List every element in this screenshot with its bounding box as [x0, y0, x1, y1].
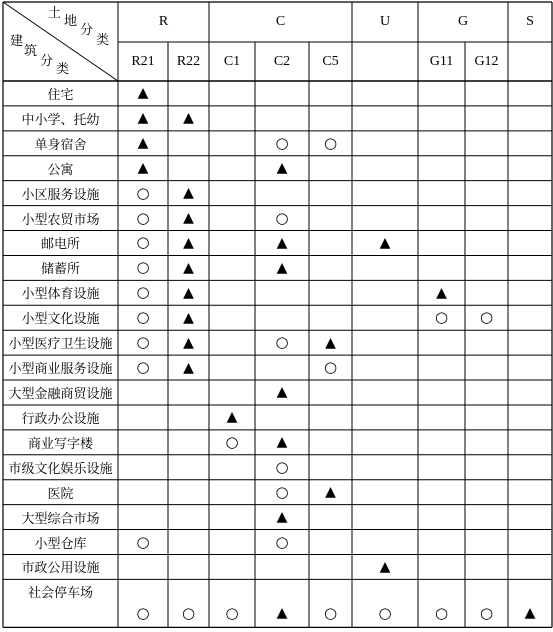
row-label: 邮电所: [40, 237, 80, 253]
secondary-mark: ○: [275, 482, 289, 501]
subcol-header: G12: [474, 53, 499, 69]
subcol-header: R21: [131, 53, 155, 69]
secondary-mark: ○: [323, 133, 338, 152]
secondary-mark: ○: [136, 603, 150, 622]
row-label: 小型文化设施: [21, 312, 100, 328]
primary-mark: ▲: [183, 309, 194, 326]
secondary-mark: ○: [275, 333, 289, 352]
row-label: 社会停车场: [27, 585, 93, 601]
subcol-header: [352, 42, 418, 81]
subcol-header: C1: [223, 53, 241, 69]
secondary-mark: ○: [136, 532, 150, 551]
corner-land-category-char: 土: [48, 6, 62, 21]
group-header-s: S: [526, 14, 534, 29]
row-label: 大型金融商贸设施: [8, 386, 113, 402]
group-header-g: G: [457, 14, 469, 29]
row-label: 小型农贸市场: [21, 212, 100, 228]
corner-building-category-char: 筑: [24, 44, 38, 59]
row-label: 小型商业服务设施: [8, 362, 113, 378]
row-label: 小型仓库: [34, 536, 87, 552]
corner-building-category-char: 建: [10, 34, 24, 49]
primary-mark: ▲: [183, 334, 194, 351]
subcol-header: C5: [322, 53, 339, 69]
primary-mark: ▲: [137, 85, 149, 102]
subcol-header: C2: [273, 53, 291, 69]
secondary-mark: ○: [275, 457, 289, 476]
primary-mark: ▲: [379, 558, 391, 575]
primary-mark: ▲: [276, 259, 288, 276]
primary-mark: ▲: [325, 484, 336, 501]
row-label: 储蓄所: [40, 262, 80, 278]
primary-mark: ▲: [276, 434, 288, 451]
secondary-mark: ○: [275, 133, 289, 152]
corner-building-category-char: 分: [40, 54, 54, 69]
row-label: 单身宿舍: [34, 137, 87, 153]
primary-mark: ▲: [276, 509, 288, 526]
row-label: 市级文化娱乐设施: [8, 461, 113, 477]
primary-mark: ▲: [137, 135, 149, 152]
secondary-mark: ○: [136, 333, 150, 352]
row-label: 医院: [47, 486, 74, 502]
corner-land-category-char: 地: [64, 14, 78, 29]
secondary-mark: ○: [434, 603, 449, 622]
secondary-mark: ○: [136, 258, 150, 277]
secondary-mark: ○: [136, 283, 150, 302]
corner-land-category-char: 类: [96, 33, 110, 48]
group-header-r: R: [158, 14, 169, 29]
row-label: 行政办公设施: [21, 411, 100, 427]
primary-mark: ▲: [226, 409, 238, 426]
row-label: 小型体育设施: [21, 287, 100, 303]
secondary-mark: ○: [479, 308, 494, 327]
subcol-header: [508, 42, 552, 81]
secondary-mark: ○: [136, 358, 150, 377]
primary-mark: ▲: [379, 234, 391, 251]
secondary-mark: ○: [275, 208, 289, 227]
primary-mark: ▲: [183, 185, 194, 202]
primary-mark: ▲: [183, 210, 194, 227]
primary-mark: ▲: [325, 334, 336, 351]
subcol-header: R22: [176, 53, 201, 69]
primary-mark: ▲: [276, 605, 288, 622]
secondary-mark: ○: [181, 603, 196, 622]
group-header-c: C: [275, 14, 286, 29]
row-label: 市政公用设施: [21, 561, 100, 577]
primary-mark: ▲: [183, 234, 194, 251]
primary-mark: ▲: [137, 110, 149, 127]
secondary-mark: ○: [323, 603, 338, 622]
secondary-mark: ○: [479, 603, 494, 622]
row-label: 中小学、托幼: [21, 112, 100, 128]
row-label: 公寓: [47, 162, 74, 178]
subcol-header: G11: [429, 53, 454, 69]
row-label: 商业写字楼: [27, 436, 93, 452]
row-label: 小型医疗卫生设施: [8, 337, 113, 353]
primary-mark: ▲: [183, 359, 194, 376]
primary-mark: ▲: [276, 384, 288, 401]
secondary-mark: ○: [378, 603, 392, 622]
primary-mark: ▲: [276, 160, 288, 177]
corner-land-category-char: 分: [80, 23, 94, 38]
primary-mark: ▲: [436, 284, 447, 301]
secondary-mark: ○: [136, 233, 150, 252]
primary-mark: ▲: [524, 605, 536, 622]
secondary-mark: ○: [323, 358, 338, 377]
corner-building-category-char: 类: [56, 62, 70, 77]
primary-mark: ▲: [183, 284, 194, 301]
primary-mark: ▲: [183, 110, 194, 127]
group-header-u: U: [379, 14, 391, 29]
row-label: 住宅: [47, 87, 74, 103]
primary-mark: ▲: [276, 234, 288, 251]
row-label: 小区服务设施: [21, 187, 100, 203]
primary-mark: ▲: [183, 259, 194, 276]
secondary-mark: ○: [136, 308, 150, 327]
row-label: 大型综合市场: [21, 511, 100, 527]
secondary-mark: ○: [136, 208, 150, 227]
secondary-mark: ○: [225, 603, 239, 622]
secondary-mark: ○: [275, 532, 289, 551]
secondary-mark: ○: [225, 432, 239, 451]
secondary-mark: ○: [136, 183, 150, 202]
primary-mark: ▲: [137, 160, 149, 177]
secondary-mark: ○: [434, 308, 449, 327]
